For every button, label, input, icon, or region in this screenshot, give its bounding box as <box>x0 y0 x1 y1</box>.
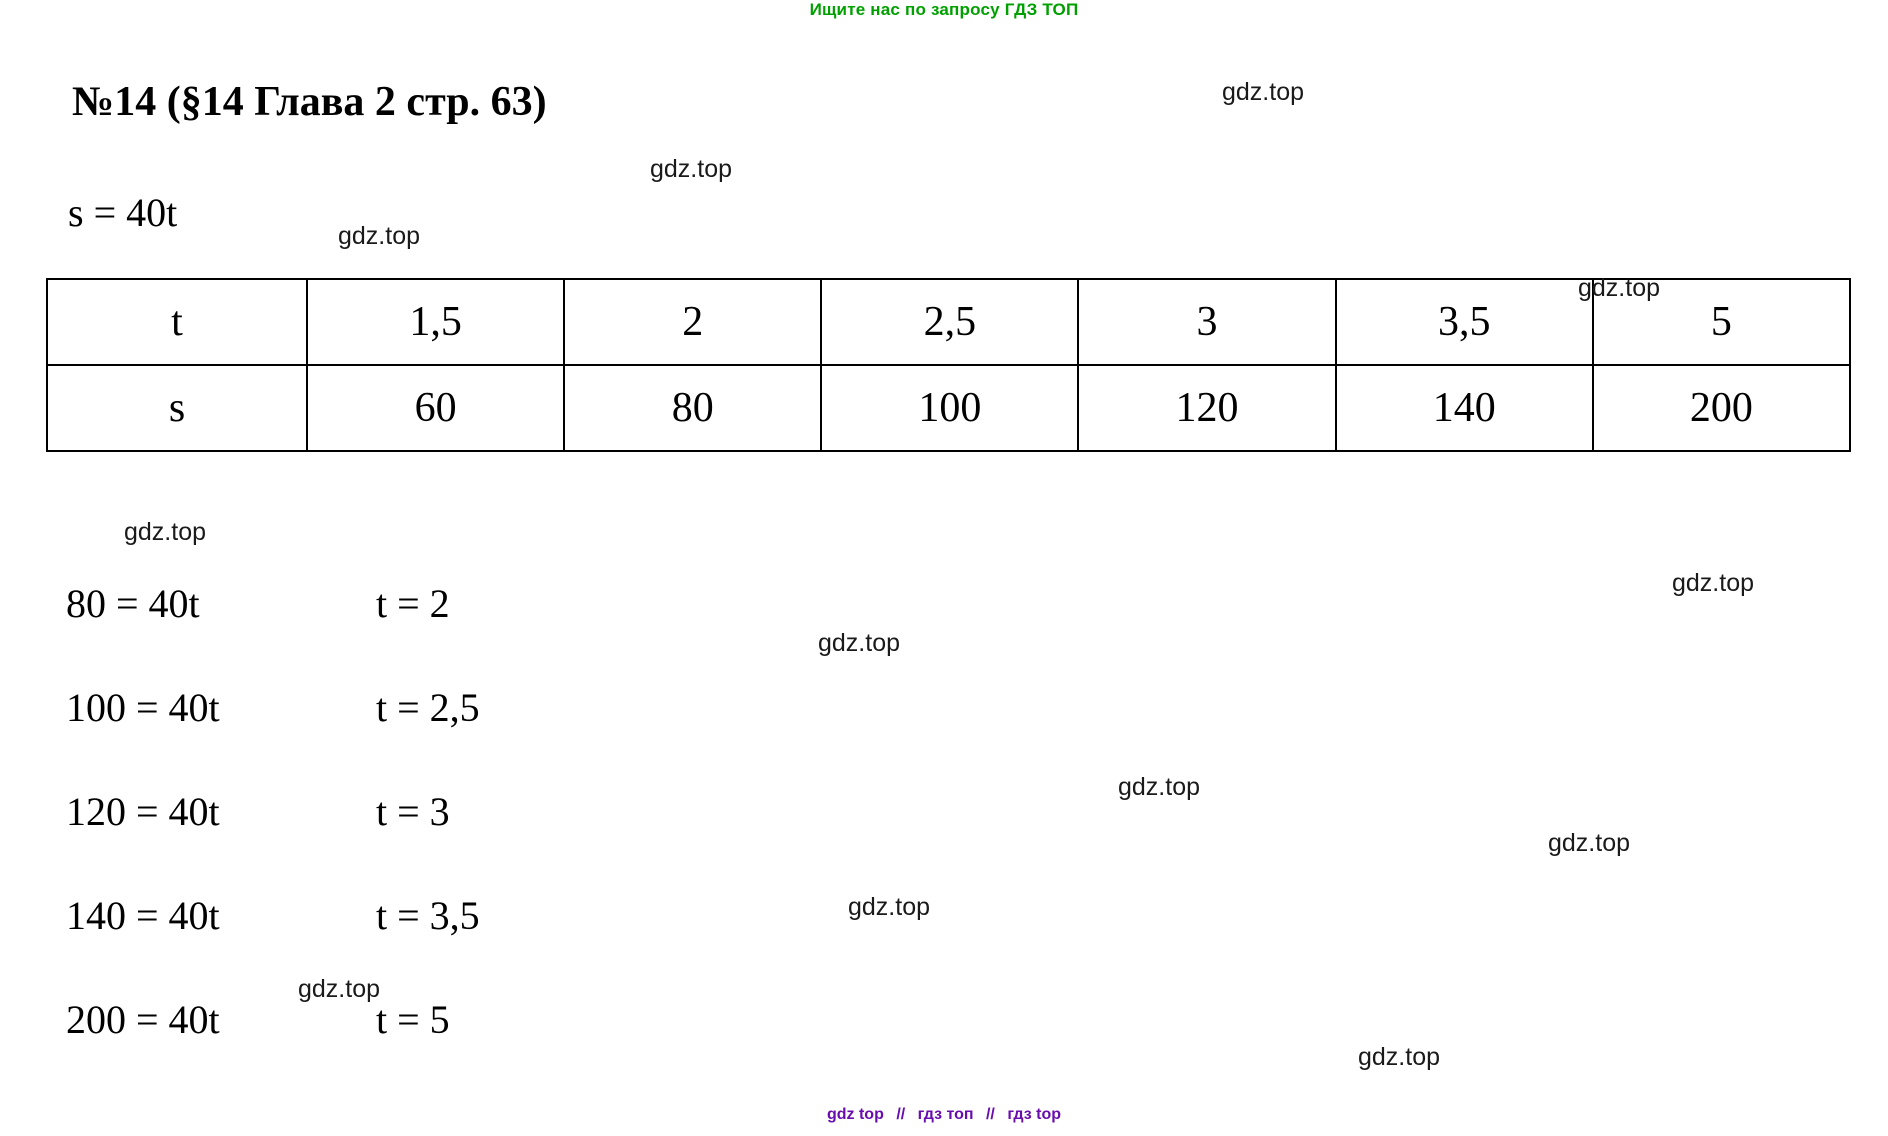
list-item <box>66 892 480 996</box>
table-row <box>47 365 1850 451</box>
equation-right: t = 3,5 <box>376 893 480 938</box>
list-item <box>66 580 480 684</box>
table-cell: 3,5 <box>1336 279 1593 365</box>
bottom-banner-separator: // <box>985 1106 995 1123</box>
watermark: gdz.top <box>124 518 207 546</box>
bottom-banner-separator: // <box>896 1106 906 1123</box>
bottom-promo-banner <box>0 1106 1888 1124</box>
watermark: gdz.top <box>650 155 733 183</box>
equations-list <box>66 580 480 1100</box>
equation-right: t = 3 <box>376 789 450 834</box>
watermark: gdz.top <box>1548 829 1631 857</box>
table-cell: 5 <box>1593 279 1850 365</box>
watermark: gdz.top <box>1578 274 1661 302</box>
table-cell: 200 <box>1593 365 1850 451</box>
page-title: №14 (§14 Глава 2 стр. 63) <box>72 79 547 125</box>
watermark: gdz.top <box>818 629 901 657</box>
equation-right: t = 2 <box>376 581 450 626</box>
table-cell: 3 <box>1078 279 1335 365</box>
table-row-label: s <box>47 365 307 451</box>
table-cell: 120 <box>1078 365 1335 451</box>
list-item <box>66 788 480 892</box>
top-promo-banner: Ищите нас по запросу ГДЗ ТОП <box>809 0 1079 19</box>
list-item <box>66 996 480 1100</box>
equation-left: 80 = 40t <box>66 581 200 626</box>
watermark: gdz.top <box>1118 773 1201 801</box>
watermark: gdz.top <box>1222 78 1305 106</box>
table-cell: 100 <box>821 365 1078 451</box>
values-table <box>46 278 1851 452</box>
equation-right: t = 5 <box>376 997 450 1042</box>
equation-left: 100 = 40t <box>66 685 220 730</box>
formula-text: s = 40t <box>68 190 178 235</box>
watermark: gdz.top <box>298 975 381 1003</box>
table-cell: 60 <box>307 365 564 451</box>
equation-right: t = 2,5 <box>376 685 480 730</box>
table-cell: 2,5 <box>821 279 1078 365</box>
watermark: gdz.top <box>848 893 931 921</box>
table-cell: 1,5 <box>307 279 564 365</box>
table-cell: 80 <box>564 365 821 451</box>
equation-left: 120 = 40t <box>66 789 220 834</box>
equation-left: 200 = 40t <box>66 997 220 1042</box>
table-cell: 2 <box>564 279 821 365</box>
watermark: gdz.top <box>1358 1043 1441 1071</box>
equation-left: 140 = 40t <box>66 893 220 938</box>
list-item <box>66 684 480 788</box>
bottom-banner-part: гдз топ <box>917 1106 974 1123</box>
bottom-banner-part: gdz top <box>826 1106 884 1123</box>
bottom-banner-part: гдз top <box>1007 1106 1062 1123</box>
table-cell: 140 <box>1336 365 1593 451</box>
watermark: gdz.top <box>1672 569 1755 597</box>
table-row-label: t <box>47 279 307 365</box>
watermark: gdz.top <box>338 222 421 250</box>
